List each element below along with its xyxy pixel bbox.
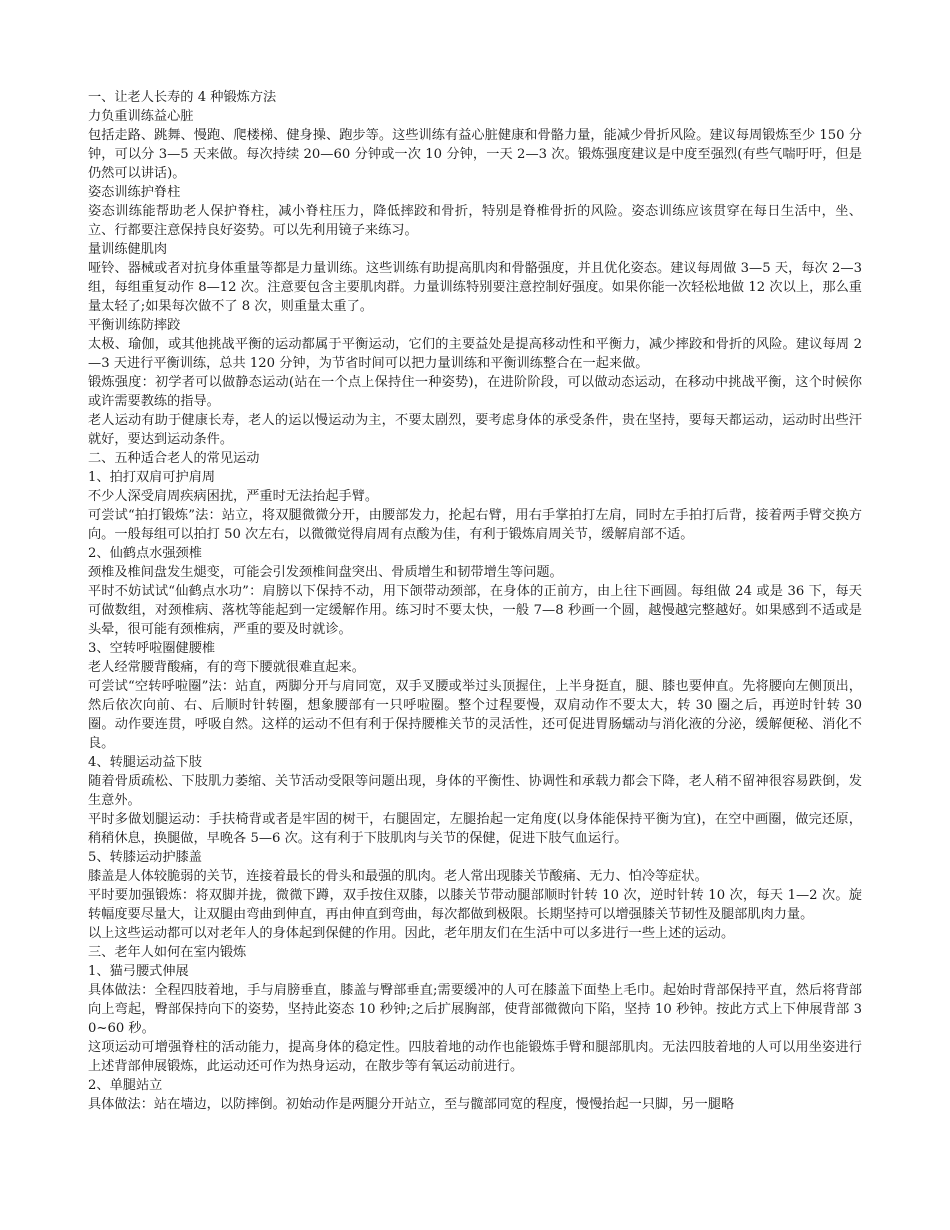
body-paragraph: 具体做法：全程四肢着地，手与肩膀垂直，膝盖与臀部垂直;需要缓冲的人可在膝盖下面垫上毛巾。起始时背部保持平直，然后将背部向上弯起，臀部保持向下的姿势，坚持此姿态 10 秒钟;之后扩展胸部，使背部微微向下陷，坚持 10 秒钟。按此方式上下伸展背部 30~60 秒。 bbox=[88, 983, 862, 1036]
body-paragraph: 具体做法：站在墙边，以防摔倒。初始动作是两腿分开站立，至与髋部同宽的程度，慢慢抬起一只脚，另一腿略 bbox=[88, 1097, 735, 1112]
section-heading: 2、仙鹤点水强颈椎 bbox=[88, 546, 202, 561]
body-paragraph: 太极、瑜伽，或其他挑战平衡的运动都属于平衡运动，它们的主要益处是提高移动性和平衡力，减少摔跤和骨折的风险。建议每周 2—3 天进行平衡训练，总共 120 分钟，为节省时间可以把力量训练和平衡训练整合在一起来做。 bbox=[88, 337, 862, 371]
section-heading: 2、单腿站立 bbox=[88, 1078, 163, 1093]
section-heading: 量训练健肌肉 bbox=[88, 242, 168, 257]
section-heading: 力负重训练益心脏 bbox=[88, 109, 194, 124]
body-paragraph: 包括走路、跳舞、慢跑、爬楼梯、健身操、跑步等。这些训练有益心脏健康和骨骼力量，能减少骨折风险。建议每周锻炼至少 150 分钟，可以分 3—5 天来做。每次持续 20—60 分钟或一次 10 分钟，一天 2—3 次。锻炼强度建议是中度至强烈(有些气喘吁吁，但是仍然可以讲话)。 bbox=[88, 128, 862, 181]
section-heading: 1、猫弓腰式伸展 bbox=[88, 964, 189, 979]
body-paragraph: 颈椎及椎间盘发生煺变，可能会引发颈椎间盘突出、骨质增生和韧带增生等问题。 bbox=[88, 565, 563, 580]
document-page bbox=[88, 88, 862, 1114]
section-heading: 1、拍打双肩可护肩周 bbox=[88, 470, 216, 485]
body-paragraph: 姿态训练能帮助老人保护脊柱，减小脊柱压力，降低摔跤和骨折，特别是脊椎骨折的风险。姿态训练应该贯穿在每日生活中，坐、立、行都要注意保持良好姿势。可以先利用镜子来练习。 bbox=[88, 204, 862, 238]
body-paragraph: 不少人深受肩周疾病困扰，严重时无法抬起手臂。 bbox=[88, 489, 379, 504]
section-heading: 一、让老人长寿的 4 种锻炼方法 bbox=[88, 90, 277, 105]
body-paragraph: 膝盖是人体较脆弱的关节，连接着最长的骨头和最强的肌肉。老人常出现膝关节酸痛、无力、怕冷等症状。 bbox=[88, 869, 708, 884]
section-heading: 三、老年人如何在室内锻炼 bbox=[88, 945, 247, 960]
body-paragraph: 可尝试“空转呼啦圈”法：站直，两脚分开与肩同宽，双手叉腰或举过头顶握住，上半身挺直，腿、膝也要伸直。先将腰向左侧顶出，然后依次向前、右、后顺时针转圈，想象腰部有一只呼啦圈。整个过程要慢，双肩动作不要太大，转 30 圈之后，再逆时针转 30 圈。动作要连贯，呼吸自然。这样的运动不但有利于保持腰椎关节的灵活性，还可促进胃肠蠕动与消化液的分泌，缓解便秘、消化不良。 bbox=[88, 679, 862, 751]
body-paragraph: 平时不妨试试“仙鹤点水功”：肩膀以下保持不动，用下颌带动颈部，在身体的正前方，由上往下画圆。每组做 24 或是 36 下，每天可做数组，对颈椎病、落枕等能起到一定缓解作用。练习时不要太快，一般 7—8 秒画一个圆，越慢越完整越好。如果感到不适或是头晕，很可能有颈椎病，严重的要及时就诊。 bbox=[88, 584, 862, 637]
section-heading: 二、五种适合老人的常见运动 bbox=[88, 451, 260, 466]
body-paragraph: 老人经常腰背酸痛，有的弯下腰就很难直起来。 bbox=[88, 660, 365, 675]
body-paragraph: 老人运动有助于健康长寿，老人的运以慢运动为主，不要太剧烈，要考虑身体的承受条件，贵在坚持，要每天都运动，运动时出些汗就好，要达到运动条件。 bbox=[88, 413, 862, 447]
body-paragraph: 可尝试“拍打锻炼”法：站立，将双腿微微分开，由腰部发力，抡起右臂，用右手掌拍打左肩，同时左手拍打后背，接着两手臂交换方向。一般每组可以拍打 50 次左右，以微微觉得肩周有点酸为佳，有利于锻炼肩周关节，缓解肩部不适。 bbox=[88, 508, 862, 542]
body-paragraph: 锻炼强度：初学者可以做静态运动(站在一个点上保持住一种姿势)，在进阶阶段，可以做动态运动，在移动中挑战平衡，这个时候你或许需要教练的指导。 bbox=[88, 375, 862, 409]
section-heading: 4、转腿运动益下肢 bbox=[88, 755, 202, 770]
body-paragraph: 这项运动可增强脊柱的活动能力，提高身体的稳定性。四肢着地的动作也能锻炼手臂和腿部肌肉。无法四肢着地的人可以用坐姿进行上述背部伸展锻炼，此运动还可作为热身运动，在散步等有氧运动前进行。 bbox=[88, 1040, 862, 1074]
section-heading: 5、转膝运动护膝盖 bbox=[88, 850, 202, 865]
body-paragraph: 哑铃、器械或者对抗身体重量等都是力量训练。这些训练有助提高肌肉和骨骼强度，并且优化姿态。建议每周做 3—5 天，每次 2—3 组，每组重复动作 8—12 次。注意要包含主要肌肉群。力量训练特别要注意控制好强度。如果你能一次轻松地做 12 次以上，那么重量太轻了;如果每次做不了 8 次，则重量太重了。 bbox=[88, 261, 862, 314]
section-heading: 平衡训练防摔跤 bbox=[88, 318, 181, 333]
body-paragraph: 平时多做划腿运动：手扶椅背或者是牢固的树干，右腿固定，左腿抬起一定角度(以身体能保持平衡为宜)，在空中画圈，做完还原，稍稍休息，换腿做，早晚各 5—6 次。这有利于下肢肌肉与关节的保健，促进下肢气血运行。 bbox=[88, 812, 862, 846]
body-paragraph: 随着骨质疏松、下肢肌力萎缩、关节活动受限等问题出现，身体的平衡性、协调性和承载力都会下降，老人稍不留神很容易跌倒，发生意外。 bbox=[88, 774, 862, 808]
section-heading: 3、空转呼啦圈健腰椎 bbox=[88, 641, 216, 656]
body-paragraph: 平时要加强锻炼：将双脚并拢，微微下蹲，双手按住双膝，以膝关节带动腿部顺时针转 10 次，逆时针转 10 次，每天 1—2 次。旋转幅度要尽量大，让双腿由弯曲到伸直，再由伸直到弯曲，每次都做到极限。长期坚持可以增强膝关节韧性及腿部肌肉力量。 bbox=[88, 888, 862, 922]
section-heading: 姿态训练护脊柱 bbox=[88, 185, 181, 200]
body-paragraph: 以上这些运动都可以对老年人的身体起到保健的作用。因此，老年朋友们在生活中可以多进行一些上述的运动。 bbox=[88, 926, 735, 941]
